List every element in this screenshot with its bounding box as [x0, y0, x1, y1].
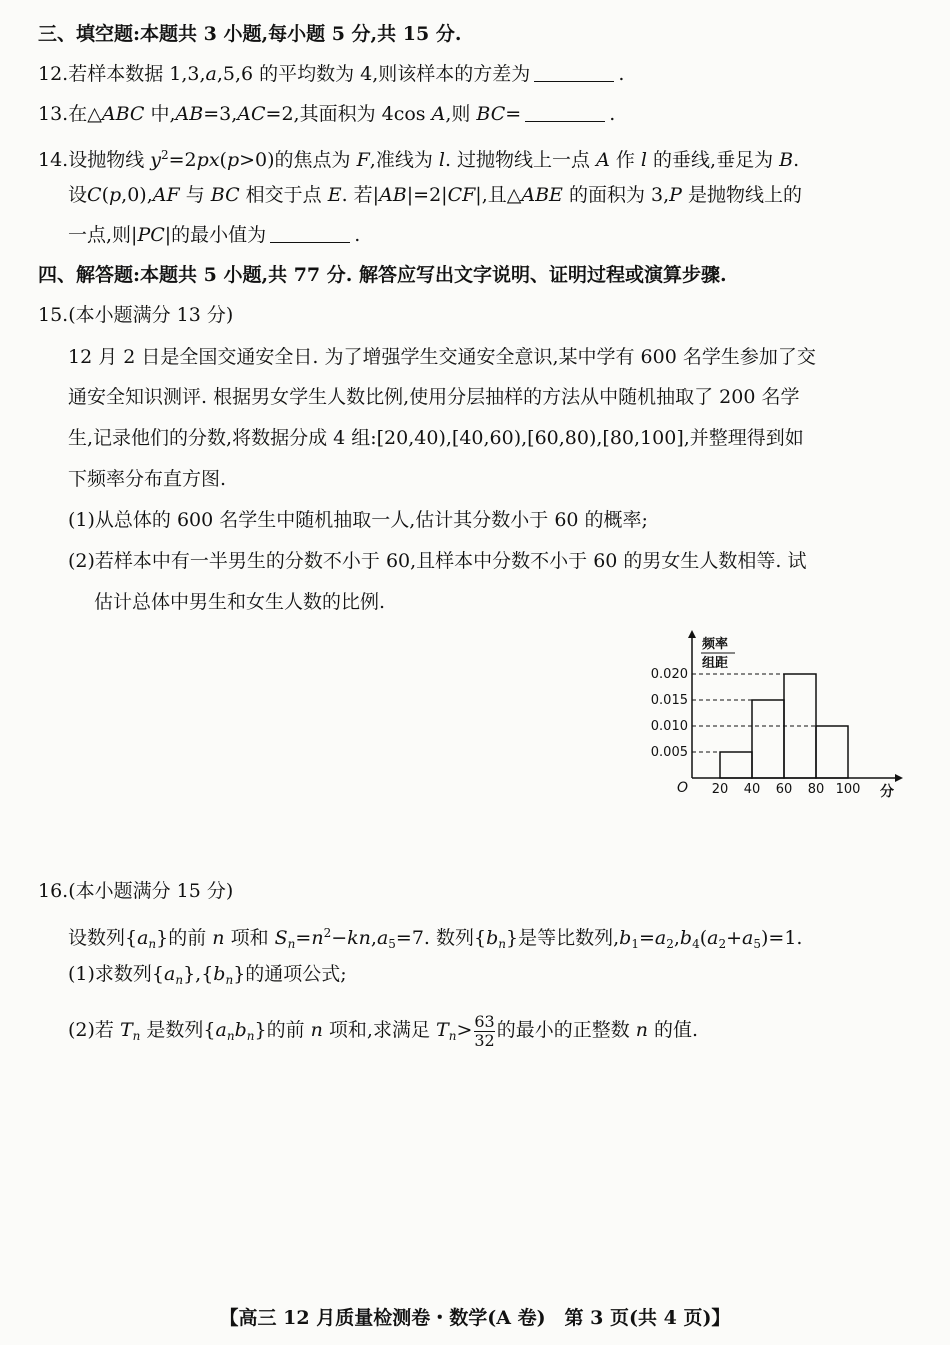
- q14-px: px: [196, 149, 220, 171]
- q16-sub-1: 1: [631, 937, 639, 951]
- q14-y: y: [150, 149, 161, 171]
- q14-e: E: [327, 184, 342, 206]
- q12-text: 若样本数据 1,3,: [68, 63, 206, 85]
- q14-text: .: [793, 149, 800, 171]
- q14-text: ,0),: [121, 184, 153, 206]
- q13-angle-a: A: [431, 103, 446, 125]
- q14-text: (: [219, 149, 227, 171]
- q16-text: }是等比数列,: [506, 927, 620, 949]
- q14-p: p: [226, 149, 240, 171]
- q14-bc: BC: [210, 184, 240, 206]
- q16-sub-n: n: [498, 937, 506, 951]
- q16-text: 是数列{: [140, 1019, 216, 1041]
- q16-sub-n: n: [448, 1029, 457, 1043]
- q16-s: S: [274, 927, 288, 949]
- q14-text: 与: [179, 184, 211, 206]
- q16-text: (1)求数列{: [68, 963, 165, 985]
- q16-b: b: [234, 1019, 247, 1041]
- q16-a: a: [742, 927, 754, 949]
- q16-text: −: [331, 927, 348, 949]
- q16-n: n: [310, 1019, 323, 1041]
- q14-text: . 过抛物线上一点: [444, 149, 597, 171]
- q14-pc: PC: [137, 224, 165, 246]
- q14-f: F: [356, 149, 370, 171]
- q14-a: A: [596, 149, 610, 171]
- q12-text-2: ,5,6 的平均数为 4,则该样本的方差为: [216, 63, 531, 85]
- fraction-denominator: 32: [474, 1030, 495, 1050]
- histogram-bar: [752, 700, 784, 778]
- q16-sub-n: n: [175, 973, 184, 987]
- x-tick-label: 20: [711, 782, 729, 797]
- q14-p: p: [108, 184, 122, 206]
- q14-number: 14.: [38, 149, 69, 171]
- q14-text: 设抛物线: [68, 149, 151, 171]
- q13-end: .: [609, 103, 616, 125]
- q15-part-2-line-2: 估计总体中男生和女生人数的比例.: [94, 591, 386, 613]
- q16-n: n: [311, 927, 324, 949]
- q16-a: a: [376, 927, 389, 949]
- q14-text: (: [101, 184, 109, 206]
- q13-ab: AB: [175, 103, 204, 125]
- y-axis-arrow-icon: [688, 630, 696, 638]
- q13-text: =3,: [203, 103, 238, 125]
- q16-a: a: [164, 963, 176, 985]
- x-axis-label: 分: [880, 784, 894, 800]
- q16-square: 2: [323, 926, 332, 940]
- histogram-bar: [720, 752, 752, 778]
- q16-sub-n: n: [225, 973, 234, 987]
- y-tick-label: 0.020: [650, 667, 688, 682]
- q16-text: +: [726, 927, 743, 949]
- x-axis-arrow-icon: [895, 774, 903, 782]
- q12-end: .: [618, 63, 625, 85]
- question-14-line-3: [68, 222, 360, 248]
- q12-var-a: a: [205, 63, 217, 85]
- q14-text: . 若|: [341, 184, 380, 206]
- q14-text: >0)的焦点为: [239, 149, 357, 171]
- q14-text: 的面积为 3,: [562, 184, 670, 206]
- q16-b: b: [486, 927, 499, 949]
- q14-c: C: [87, 184, 102, 206]
- histogram-bars: [720, 674, 848, 778]
- q14-text: |的最小值为: [164, 224, 267, 246]
- q14-l: l: [438, 149, 445, 171]
- q15-body-line-2: 通安全知识测评. 根据男女学生人数比例,使用分层抽样的方法从中随机抽取了 200 名学: [68, 386, 800, 408]
- q16-text: 项和: [224, 927, 275, 949]
- histogram-dashed-guides: [692, 674, 816, 752]
- q14-text: 设: [68, 184, 88, 206]
- q13-ac: AC: [237, 103, 266, 125]
- q16-sub-n: n: [132, 1029, 141, 1043]
- q13-text: 在△: [68, 103, 102, 125]
- q14-square: 2: [161, 148, 169, 162]
- q16-sub-n: n: [246, 1029, 255, 1043]
- q16-text: =7. 数列{: [395, 927, 487, 949]
- q16-text: =: [295, 927, 312, 949]
- y-axis-label-bottom: 组距: [702, 656, 729, 671]
- q14-text: 的垂线,垂足为: [647, 149, 780, 171]
- q14-answer-blank: [270, 224, 350, 243]
- q16-a: a: [137, 927, 149, 949]
- q16-sub-5: 5: [753, 937, 761, 951]
- q16-text: 的值.: [648, 1019, 699, 1041]
- q13-text: =2,其面积为 4cos: [265, 103, 432, 125]
- q16-text: (2)若: [68, 1019, 120, 1041]
- y-tick-label: 0.010: [650, 719, 688, 734]
- q14-abe: ABE: [521, 184, 563, 206]
- q16-text: }的通项公式;: [233, 963, 347, 985]
- q14-text: 相交于点: [239, 184, 328, 206]
- section-4-heading: 四、解答题:本题共 5 小题,共 77 分. 解答应写出文字说明、证明过程或演算步骤.: [38, 264, 727, 286]
- q16-t: T: [436, 1019, 449, 1041]
- q14-cf: CF: [447, 184, 476, 206]
- q15-part-2-line-1: (2)若样本中有一半男生的分数不小于 60,且样本中分数不小于 60 的男女生人数相等. 试: [68, 550, 807, 572]
- q14-point-p: P: [669, 184, 682, 206]
- fraction-numerator: 63: [474, 1011, 495, 1031]
- q16-sub-4: 4: [692, 937, 700, 951]
- q16-text: 设数列{: [68, 927, 138, 949]
- q14-text: ,准线为: [369, 149, 439, 171]
- q12-number: 12.: [38, 63, 69, 85]
- page-footer: 【高三 12 月质量检测卷・数学(A 卷) 第 3 页(共 4 页)】: [219, 1307, 731, 1329]
- y-tick-label: 0.015: [650, 693, 688, 708]
- q13-text: =: [505, 103, 522, 125]
- q14-text: |,且△: [475, 184, 522, 206]
- section-3-heading: 三、填空题:本题共 3 小题,每小题 5 分,共 15 分.: [38, 23, 462, 45]
- q13-abc: ABC: [101, 103, 145, 125]
- q15-body-line-3: 生,记录他们的分数,将数据分成 4 组:[20,40),[40,60),[60,80),[80,100],并整理得到如: [68, 427, 804, 449]
- q16-sub-2: 2: [666, 937, 674, 951]
- q16-a: a: [215, 1019, 227, 1041]
- q16-text: (: [699, 927, 708, 949]
- q15-body-line-4: 下频率分布直方图.: [68, 468, 227, 490]
- q16-line-1: [68, 920, 802, 957]
- question-14-line-2: [68, 182, 802, 208]
- q13-text: 中,: [144, 103, 176, 125]
- q14-af: AF: [152, 184, 180, 206]
- y-axis-label-top: 频率: [702, 637, 729, 652]
- x-tick-label: 60: [775, 782, 793, 797]
- q16-b: b: [679, 927, 693, 949]
- question-14-line-1: [38, 142, 799, 173]
- q16-text: 项和,求满足: [322, 1019, 437, 1041]
- q16-t: T: [119, 1019, 133, 1041]
- q16-header: 16.(本小题满分 15 分): [38, 880, 234, 902]
- q15-part-1: (1)从总体的 600 名学生中随机抽取一人,估计其分数小于 60 的概率;: [68, 509, 648, 531]
- q16-b: b: [619, 927, 632, 949]
- q16-kn: kn: [347, 927, 371, 949]
- q16-n: n: [212, 927, 225, 949]
- q14-text: |=2|: [406, 184, 448, 206]
- q16-text: },{: [183, 963, 214, 985]
- q12-answer-blank: [534, 63, 614, 82]
- q16-part-1: [68, 961, 347, 993]
- q16-b: b: [213, 963, 226, 985]
- y-tick-label: 0.005: [650, 745, 688, 760]
- q16-part-2: [68, 1010, 698, 1056]
- q13-bc: BC: [476, 103, 506, 125]
- origin-label: O: [677, 780, 689, 796]
- q16-sub-n: n: [148, 937, 157, 951]
- q14-text: 一点,则|: [68, 224, 138, 246]
- q14-end: .: [354, 224, 361, 246]
- q16-a: a: [707, 927, 719, 949]
- q15-header: 15.(本小题满分 13 分): [38, 304, 234, 326]
- x-tick-label: 40: [743, 782, 761, 797]
- q16-text: =: [638, 927, 655, 949]
- x-tick-label: 80: [807, 782, 825, 797]
- q16-n: n: [635, 1019, 649, 1041]
- histogram-bar: [816, 726, 848, 778]
- q14-l: l: [640, 149, 647, 171]
- q15-body-line-1: 12 月 2 日是全国交通安全日. 为了增强学生交通安全意识,某中学有 600 名学生参加了交: [68, 346, 816, 368]
- q14-text: 是抛物线上的: [681, 184, 802, 206]
- fraction-63-32: [474, 1013, 494, 1050]
- q16-sub-n: n: [226, 1029, 235, 1043]
- x-tick-label: 100: [835, 782, 861, 797]
- q16-a: a: [654, 927, 667, 949]
- q13-number: 13.: [38, 103, 69, 125]
- q16-sub-2: 2: [718, 937, 727, 951]
- q13-answer-blank: [525, 103, 605, 122]
- q16-text: }的前: [156, 927, 213, 949]
- question-12: [38, 61, 624, 87]
- q14-b: B: [779, 149, 794, 171]
- q16-text: ,: [673, 927, 680, 949]
- q16-sub-n: n: [287, 937, 296, 951]
- q16-sub-5: 5: [388, 937, 396, 951]
- question-13: [38, 101, 615, 127]
- frequency-histogram: [640, 628, 910, 808]
- q16-text: )=1.: [760, 927, 803, 949]
- q16-text: }的前: [254, 1019, 311, 1041]
- q16-text: 的最小的正整数: [496, 1019, 636, 1041]
- q14-text: 作: [609, 149, 641, 171]
- q13-text: ,则: [445, 103, 477, 125]
- q14-text: =2: [168, 149, 197, 171]
- q16-gt: >: [456, 1019, 473, 1041]
- y-tick-labels: [651, 667, 688, 760]
- x-tick-labels: [712, 782, 861, 797]
- q16-text: ,: [370, 927, 377, 949]
- q14-ab: AB: [379, 184, 407, 206]
